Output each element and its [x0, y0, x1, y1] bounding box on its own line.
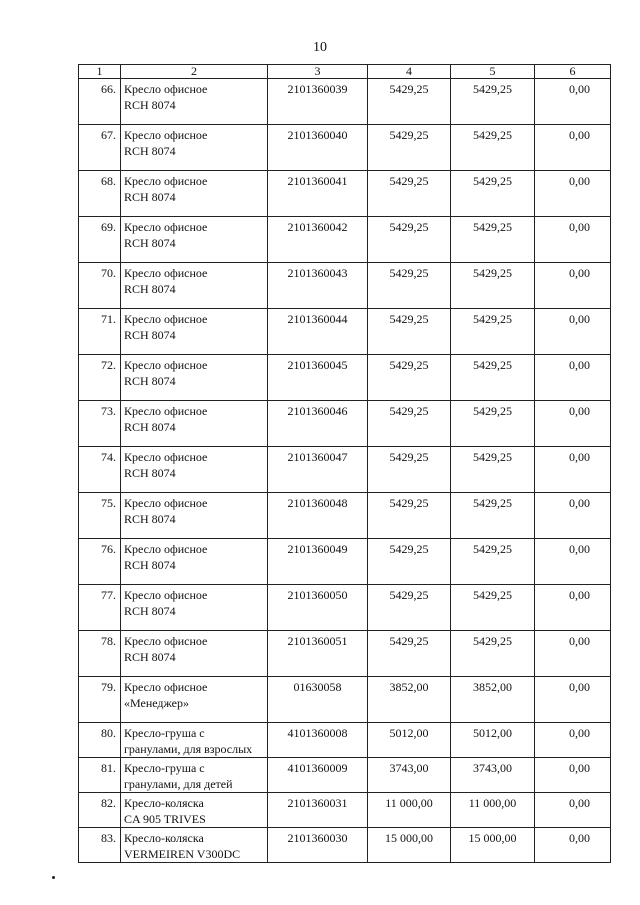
item-name-line2: RCH 8074: [124, 558, 176, 572]
item-name: [121, 828, 268, 863]
value-col5: 5429,25: [451, 493, 535, 539]
item-name: [121, 217, 268, 263]
item-name: [121, 793, 268, 828]
value-col4: 5429,25: [368, 631, 451, 677]
item-name: [121, 171, 268, 217]
value-col4: 11 000,00: [368, 793, 451, 828]
item-name-line2: RCH 8074: [124, 374, 176, 388]
value-col5: 5429,25: [451, 263, 535, 309]
value-col4: 5429,25: [368, 355, 451, 401]
item-name-line1: Кресло-груша с: [124, 726, 205, 740]
row-number: 79.: [79, 677, 121, 723]
item-name-line1: Кресло офисное: [124, 220, 208, 234]
inventory-code: 2101360031: [268, 793, 368, 828]
item-name-line1: Кресло офисное: [124, 404, 208, 418]
table-row: [79, 758, 611, 793]
item-name: [121, 263, 268, 309]
value-col6: 0,00: [535, 828, 611, 863]
value-col4: 3852,00: [368, 677, 451, 723]
row-number: 81.: [79, 758, 121, 793]
inventory-code: 2101360046: [268, 401, 368, 447]
value-col5: 3852,00: [451, 677, 535, 723]
item-name: [121, 79, 268, 125]
item-name-line1: Кресло офисное: [124, 450, 208, 464]
value-col4: 5429,25: [368, 309, 451, 355]
item-name: [121, 758, 268, 793]
item-name-line2: гранулами, для детей: [124, 777, 233, 791]
item-name: [121, 309, 268, 355]
row-number: 70.: [79, 263, 121, 309]
item-name-line2: RCH 8074: [124, 144, 176, 158]
item-name-line2: VERMEIREN V300DC: [124, 847, 241, 861]
item-name: [121, 447, 268, 493]
table-row: [79, 493, 611, 539]
table-row: [79, 585, 611, 631]
value-col5: 5429,25: [451, 79, 535, 125]
item-name-line1: Кресло-груша с: [124, 761, 205, 775]
value-col4: 5429,25: [368, 539, 451, 585]
table-row: [79, 677, 611, 723]
item-name: [121, 677, 268, 723]
value-col6: 0,00: [535, 493, 611, 539]
value-col5: 5429,25: [451, 355, 535, 401]
header-cell: 5: [451, 65, 535, 79]
table-row: [79, 828, 611, 863]
row-number: 68.: [79, 171, 121, 217]
value-col5: 5429,25: [451, 401, 535, 447]
value-col6: 0,00: [535, 309, 611, 355]
inventory-code: 2101360042: [268, 217, 368, 263]
value-col4: 15 000,00: [368, 828, 451, 863]
value-col4: 5429,25: [368, 263, 451, 309]
item-name-line1: Кресло офисное: [124, 680, 208, 694]
inventory-code: 2101360051: [268, 631, 368, 677]
value-col4: 5429,25: [368, 447, 451, 493]
row-number: 77.: [79, 585, 121, 631]
value-col5: 15 000,00: [451, 828, 535, 863]
item-name-line1: Кресло офисное: [124, 634, 208, 648]
row-number: 67.: [79, 125, 121, 171]
item-name-line2: RCH 8074: [124, 512, 176, 526]
header-cell: 4: [368, 65, 451, 79]
row-number: 76.: [79, 539, 121, 585]
item-name-line1: Кресло офисное: [124, 128, 208, 142]
value-col6: 0,00: [535, 539, 611, 585]
value-col5: 5429,25: [451, 217, 535, 263]
item-name-line1: Кресло офисное: [124, 266, 208, 280]
value-col4: 5429,25: [368, 79, 451, 125]
value-col4: 5429,25: [368, 401, 451, 447]
value-col5: 5429,25: [451, 539, 535, 585]
item-name-line2: RCH 8074: [124, 466, 176, 480]
header-cell: 3: [268, 65, 368, 79]
value-col6: 0,00: [535, 723, 611, 758]
value-col5: 5429,25: [451, 585, 535, 631]
value-col5: 5012,00: [451, 723, 535, 758]
table-row: [79, 539, 611, 585]
value-col5: 5429,25: [451, 309, 535, 355]
value-col4: 5429,25: [368, 493, 451, 539]
item-name: [121, 355, 268, 401]
inventory-code: 2101360041: [268, 171, 368, 217]
item-name-line1: Кресло офисное: [124, 588, 208, 602]
item-name: [121, 723, 268, 758]
value-col6: 0,00: [535, 355, 611, 401]
item-name-line2: RCH 8074: [124, 236, 176, 250]
table-row: [79, 217, 611, 263]
table-row: [79, 723, 611, 758]
row-number: 66.: [79, 79, 121, 125]
item-name-line2: RCH 8074: [124, 98, 176, 112]
value-col6: 0,00: [535, 447, 611, 493]
value-col6: 0,00: [535, 171, 611, 217]
value-col6: 0,00: [535, 263, 611, 309]
row-number: 82.: [79, 793, 121, 828]
inventory-code: 2101360050: [268, 585, 368, 631]
row-number: 80.: [79, 723, 121, 758]
table-row: [79, 79, 611, 125]
item-name: [121, 539, 268, 585]
value-col6: 0,00: [535, 677, 611, 723]
item-name: [121, 493, 268, 539]
item-name-line1: Кресло офисное: [124, 358, 208, 372]
inventory-code: 2101360049: [268, 539, 368, 585]
inventory-code: 2101360044: [268, 309, 368, 355]
item-name: [121, 401, 268, 447]
header-cell: 6: [535, 65, 611, 79]
row-number: 71.: [79, 309, 121, 355]
inventory-code: 2101360045: [268, 355, 368, 401]
table-row: [79, 355, 611, 401]
item-name-line1: Кресло-коляска: [124, 831, 204, 845]
item-name: [121, 631, 268, 677]
value-col6: 0,00: [535, 217, 611, 263]
table-row: [79, 171, 611, 217]
inventory-code: 4101360009: [268, 758, 368, 793]
value-col4: 5429,25: [368, 217, 451, 263]
value-col5: 11 000,00: [451, 793, 535, 828]
row-number: 73.: [79, 401, 121, 447]
item-name-line2: CA 905 TRIVES: [124, 812, 206, 826]
value-col6: 0,00: [535, 793, 611, 828]
inventory-code: 4101360008: [268, 723, 368, 758]
value-col5: 5429,25: [451, 125, 535, 171]
header-cell: 1: [79, 65, 121, 79]
inventory-code: 2101360039: [268, 79, 368, 125]
inventory-code: 01630058: [268, 677, 368, 723]
item-name-line1: Кресло офисное: [124, 312, 208, 326]
table-row: [79, 401, 611, 447]
table-row: [79, 447, 611, 493]
value-col6: 0,00: [535, 401, 611, 447]
row-number: 74.: [79, 447, 121, 493]
item-name-line2: гранулами, для взрослых: [124, 742, 253, 756]
inventory-code: 2101360047: [268, 447, 368, 493]
header-row: [79, 65, 611, 79]
header-cell: 2: [121, 65, 268, 79]
table-row: [79, 793, 611, 828]
item-name-line1: Кресло офисное: [124, 542, 208, 556]
value-col4: 5429,25: [368, 585, 451, 631]
item-name-line2: RCH 8074: [124, 604, 176, 618]
table-row: [79, 125, 611, 171]
value-col5: 5429,25: [451, 447, 535, 493]
item-name: [121, 585, 268, 631]
item-name-line2: «Менеджер»: [124, 696, 189, 710]
value-col6: 0,00: [535, 758, 611, 793]
stray-mark: [52, 876, 55, 879]
value-col6: 0,00: [535, 631, 611, 677]
inventory-code: 2101360030: [268, 828, 368, 863]
value-col4: 3743,00: [368, 758, 451, 793]
inventory-table: [78, 64, 611, 863]
value-col5: 5429,25: [451, 171, 535, 217]
value-col4: 5429,25: [368, 125, 451, 171]
item-name-line1: Кресло офисное: [124, 496, 208, 510]
item-name-line2: RCH 8074: [124, 190, 176, 204]
item-name-line1: Кресло офисное: [124, 174, 208, 188]
item-name-line2: RCH 8074: [124, 282, 176, 296]
item-name-line2: RCH 8074: [124, 420, 176, 434]
value-col5: 5429,25: [451, 631, 535, 677]
row-number: 78.: [79, 631, 121, 677]
item-name-line1: Кресло офисное: [124, 82, 208, 96]
value-col5: 3743,00: [451, 758, 535, 793]
item-name: [121, 125, 268, 171]
table-row: [79, 309, 611, 355]
value-col6: 0,00: [535, 125, 611, 171]
row-number: 72.: [79, 355, 121, 401]
row-number: 75.: [79, 493, 121, 539]
value-col6: 0,00: [535, 585, 611, 631]
value-col4: 5012,00: [368, 723, 451, 758]
value-col4: 5429,25: [368, 171, 451, 217]
inventory-code: 2101360048: [268, 493, 368, 539]
table-row: [79, 631, 611, 677]
item-name-line1: Кресло-коляска: [124, 796, 204, 810]
inventory-code: 2101360043: [268, 263, 368, 309]
table-row: [79, 263, 611, 309]
inventory-code: 2101360040: [268, 125, 368, 171]
value-col6: 0,00: [535, 79, 611, 125]
item-name-line2: RCH 8074: [124, 328, 176, 342]
row-number: 69.: [79, 217, 121, 263]
row-number: 83.: [79, 828, 121, 863]
page-number: 10: [313, 40, 327, 55]
item-name-line2: RCH 8074: [124, 650, 176, 664]
